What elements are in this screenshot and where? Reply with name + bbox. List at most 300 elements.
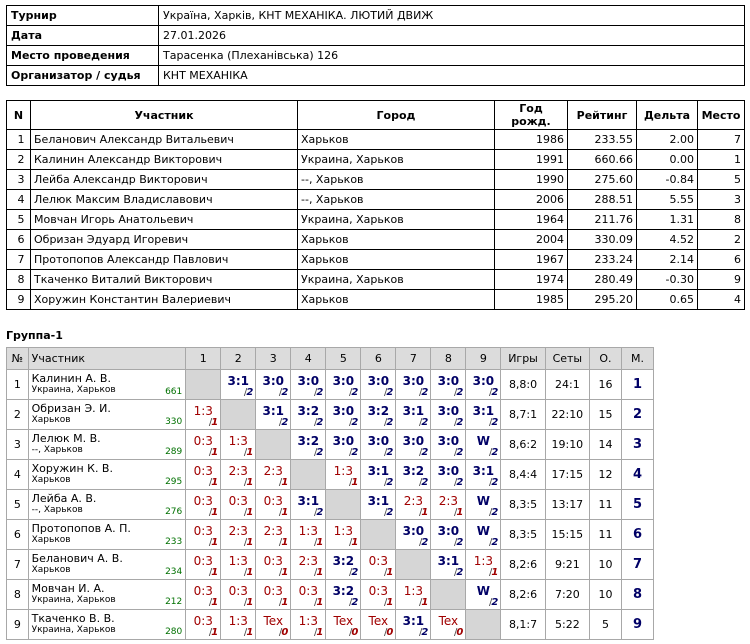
- match-cell: [396, 520, 431, 550]
- sets-stat: 7:20: [545, 580, 589, 610]
- games-stat: 8,2:6: [501, 580, 545, 610]
- score-separator: /: [418, 477, 423, 488]
- participant-cell: --, Харьков: [298, 190, 495, 210]
- match-cell: [396, 610, 431, 640]
- match-points: 1: [421, 507, 429, 518]
- place-stat: 8: [621, 580, 653, 610]
- player-cell: [28, 400, 186, 430]
- place-stat: 9: [621, 610, 653, 640]
- match-score: 3:2: [332, 584, 355, 598]
- match-points: 1: [211, 567, 219, 578]
- match-points: 0: [351, 627, 359, 638]
- points-stat: 10: [589, 580, 621, 610]
- score-separator: /: [418, 447, 423, 458]
- match-score: 3:1: [262, 404, 285, 418]
- score-separator: /: [278, 627, 283, 638]
- score-separator: /: [454, 507, 458, 518]
- match-cell: [221, 430, 256, 460]
- table-row: [7, 490, 654, 520]
- player-city: Харьков: [31, 565, 71, 575]
- match-score: 3:0: [262, 374, 285, 388]
- match-cell: [256, 460, 291, 490]
- diagonal-cell: [291, 460, 326, 490]
- match-score: 1:3: [298, 524, 318, 538]
- score-separator: /: [418, 507, 423, 518]
- match-score: 3:0: [332, 374, 355, 388]
- score-separator: /: [278, 567, 283, 578]
- match-score: 0:3: [298, 584, 318, 598]
- participant-cell: Беланович Александр Витальевич: [31, 130, 298, 150]
- points-stat: 5: [589, 610, 621, 640]
- player-rating: 212: [165, 597, 183, 607]
- match-score: W: [476, 584, 490, 598]
- match-cell: [221, 580, 256, 610]
- match-points: 2: [456, 537, 464, 548]
- participant-cell: 280.49: [568, 270, 637, 290]
- score-separator: /: [348, 387, 353, 398]
- participant-cell: 330.09: [568, 230, 637, 250]
- participant-cell: Харьков: [298, 230, 495, 250]
- player-rating: 234: [165, 567, 183, 577]
- participants-header: Год рожд.: [495, 101, 568, 130]
- sets-stat: 13:17: [545, 490, 589, 520]
- participant-cell: 1986: [495, 130, 568, 150]
- score-separator: /: [383, 477, 388, 488]
- match-score: 1:3: [228, 434, 248, 448]
- info-value: Україна, Харків, КНТ МЕХАНІКА. ЛЮТИЙ ДВИЖ: [159, 6, 745, 26]
- score-separator: /: [313, 597, 318, 608]
- match-cell: [361, 490, 396, 520]
- diagonal-cell: [221, 400, 256, 430]
- match-points: 2: [316, 387, 324, 398]
- match-points: 2: [281, 387, 289, 398]
- match-score: 2:3: [403, 494, 423, 508]
- score-separator: /: [313, 447, 318, 458]
- participant-cell: 275.60: [568, 170, 637, 190]
- match-score: 0:3: [193, 464, 213, 478]
- points-stat: 15: [589, 400, 621, 430]
- score-separator: /: [348, 447, 353, 458]
- score-separator: /: [383, 507, 388, 518]
- match-score: 1:3: [403, 584, 423, 598]
- participant-cell: 1991: [495, 150, 568, 170]
- participant-cell: 8: [7, 270, 31, 290]
- group-header: Участник: [28, 348, 186, 370]
- match-score: 2:3: [298, 554, 318, 568]
- match-score: 1:3: [193, 404, 213, 418]
- match-points: 1: [281, 537, 289, 548]
- match-score: 0:3: [263, 554, 283, 568]
- participant-cell: Протопопов Александр Павлович: [31, 250, 298, 270]
- match-cell: [466, 580, 501, 610]
- match-points: 1: [211, 447, 219, 458]
- match-points: 1: [211, 537, 219, 548]
- row-number: 4: [7, 460, 29, 490]
- match-cell: [221, 370, 256, 400]
- match-points: 1: [211, 417, 219, 428]
- score-separator: /: [418, 387, 423, 398]
- table-row: [7, 580, 654, 610]
- match-points: 1: [456, 507, 464, 518]
- games-stat: 8,4:4: [501, 460, 545, 490]
- participant-cell: 1985: [495, 290, 568, 310]
- match-cell: [466, 460, 501, 490]
- games-stat: 8,8:0: [501, 370, 545, 400]
- match-score: 3:0: [437, 404, 460, 418]
- player-city: Украина, Харьков: [31, 385, 116, 395]
- match-score: 0:3: [193, 614, 213, 628]
- diagonal-cell: [466, 610, 501, 640]
- sets-stat: 15:15: [545, 520, 589, 550]
- score-separator: /: [243, 477, 248, 488]
- match-points: 1: [316, 597, 324, 608]
- score-separator: /: [489, 507, 493, 518]
- participant-cell: 0.65: [637, 290, 698, 310]
- match-score: 0:3: [193, 434, 213, 448]
- match-cell: [396, 370, 431, 400]
- place-stat: 3: [621, 430, 653, 460]
- place-stat: 7: [621, 550, 653, 580]
- match-points: 0: [456, 627, 464, 638]
- score-separator: /: [208, 537, 213, 548]
- match-cell: [326, 400, 361, 430]
- match-points: 2: [491, 447, 499, 458]
- games-stat: 8,7:1: [501, 400, 545, 430]
- row-number: 2: [7, 400, 29, 430]
- match-score: 2:3: [263, 464, 283, 478]
- participants-header: Дельта: [637, 101, 698, 130]
- participant-cell: 9: [698, 270, 745, 290]
- participant-cell: Калинин Александр Викторович: [31, 150, 298, 170]
- match-score: 3:2: [297, 404, 320, 418]
- group-header: 5: [326, 348, 361, 370]
- participant-cell: 1964: [495, 210, 568, 230]
- participant-cell: 1: [7, 130, 31, 150]
- participant-cell: 295.20: [568, 290, 637, 310]
- score-separator: /: [418, 537, 423, 548]
- participant-cell: 233.24: [568, 250, 637, 270]
- score-separator: /: [313, 417, 318, 428]
- player-name: Лелюк М. В.: [31, 432, 101, 445]
- participants-table: [6, 100, 745, 310]
- match-score: 3:1: [402, 404, 425, 418]
- score-separator: /: [278, 597, 283, 608]
- participant-cell: 1967: [495, 250, 568, 270]
- match-score: 0:3: [368, 554, 388, 568]
- match-score: 3:1: [472, 404, 495, 418]
- table-row: [7, 400, 654, 430]
- match-points: 2: [386, 387, 394, 398]
- match-points: 2: [491, 417, 499, 428]
- score-separator: /: [454, 417, 458, 428]
- match-cell: [466, 400, 501, 430]
- match-points: 1: [281, 507, 289, 518]
- match-cell: [396, 580, 431, 610]
- table-row: [7, 250, 745, 270]
- match-points: 2: [316, 417, 324, 428]
- score-separator: /: [243, 507, 248, 518]
- participant-cell: 0.00: [637, 150, 698, 170]
- match-cell: [431, 520, 466, 550]
- match-cell: [326, 520, 361, 550]
- score-separator: /: [278, 477, 283, 488]
- score-separator: /: [208, 447, 213, 458]
- player-rating: 330: [165, 417, 183, 427]
- match-points: 1: [211, 627, 219, 638]
- score-separator: /: [454, 627, 458, 638]
- row-number: 5: [7, 490, 29, 520]
- score-separator: /: [489, 597, 493, 608]
- participant-cell: 5: [698, 170, 745, 190]
- match-points: 1: [351, 537, 359, 548]
- match-cell: [186, 430, 221, 460]
- match-cell: [256, 490, 291, 520]
- table-row: [7, 210, 745, 230]
- match-cell: [221, 520, 256, 550]
- participants-header: Рейтинг: [568, 101, 637, 130]
- participant-cell: Хоружин Константин Валериевич: [31, 290, 298, 310]
- match-points: 1: [316, 567, 324, 578]
- table-row: [7, 610, 654, 640]
- score-separator: /: [383, 387, 388, 398]
- table-row: [7, 290, 745, 310]
- score-separator: /: [243, 567, 248, 578]
- place-stat: 6: [621, 520, 653, 550]
- match-cell: [361, 460, 396, 490]
- score-separator: /: [348, 627, 353, 638]
- match-cell: [396, 460, 431, 490]
- match-score: 3:0: [437, 464, 460, 478]
- match-score: 3:1: [367, 494, 390, 508]
- player-name: Обризан Э. И.: [31, 402, 111, 415]
- match-points: 2: [281, 417, 289, 428]
- match-cell: [466, 370, 501, 400]
- score-separator: /: [313, 507, 318, 518]
- match-cell: [361, 580, 396, 610]
- match-points: 2: [421, 537, 429, 548]
- match-score: 1:3: [333, 464, 353, 478]
- match-points: 1: [246, 597, 254, 608]
- player-cell: [28, 610, 186, 640]
- points-stat: 11: [589, 490, 621, 520]
- participant-cell: Харьков: [298, 130, 495, 150]
- group-header: 1: [186, 348, 221, 370]
- match-score: W: [476, 434, 490, 448]
- info-row: [7, 66, 745, 86]
- match-cell: [466, 550, 501, 580]
- score-separator: /: [278, 537, 283, 548]
- place-stat: 2: [621, 400, 653, 430]
- participant-cell: 5: [7, 210, 31, 230]
- score-separator: /: [348, 567, 353, 578]
- match-points: 1: [421, 597, 429, 608]
- info-value: 27.01.2026: [159, 26, 745, 46]
- match-cell: [326, 550, 361, 580]
- score-separator: /: [278, 387, 283, 398]
- match-points: 2: [421, 417, 429, 428]
- table-row: [7, 230, 745, 250]
- sets-stat: 22:10: [545, 400, 589, 430]
- match-cell: [326, 580, 361, 610]
- match-points: 2: [456, 417, 464, 428]
- match-cell: [291, 370, 326, 400]
- row-number: 3: [7, 430, 29, 460]
- participants-header: Город: [298, 101, 495, 130]
- match-cell: [326, 430, 361, 460]
- match-cell: [221, 610, 256, 640]
- match-cell: [221, 460, 256, 490]
- table-row: [7, 270, 745, 290]
- participant-cell: 211.76: [568, 210, 637, 230]
- player-city: Украина, Харьков: [31, 625, 116, 635]
- match-points: 1: [246, 507, 254, 518]
- score-separator: /: [418, 627, 423, 638]
- points-stat: 14: [589, 430, 621, 460]
- match-score: 3:0: [437, 434, 460, 448]
- match-points: 1: [386, 567, 394, 578]
- match-cell: [431, 400, 466, 430]
- match-cell: [256, 520, 291, 550]
- match-cell: [256, 550, 291, 580]
- table-row: [7, 190, 745, 210]
- score-separator: /: [489, 447, 493, 458]
- match-score: 3:0: [402, 374, 425, 388]
- info-label: Место проведения: [7, 46, 159, 66]
- score-separator: /: [313, 567, 318, 578]
- score-separator: /: [348, 597, 353, 608]
- match-points: 1: [211, 477, 219, 488]
- match-cell: [186, 580, 221, 610]
- participants-header: N: [7, 101, 31, 130]
- group-header: Игры: [501, 348, 545, 370]
- player-rating: 295: [165, 477, 183, 487]
- participant-cell: -0.30: [637, 270, 698, 290]
- player-cell: [28, 490, 186, 520]
- player-name: Лейба А. В.: [31, 492, 97, 505]
- match-points: 2: [491, 597, 499, 608]
- player-name: Хоружин К. В.: [31, 462, 113, 475]
- participant-cell: 5.55: [637, 190, 698, 210]
- match-points: 2: [386, 447, 394, 458]
- match-cell: [431, 370, 466, 400]
- row-number: 1: [7, 370, 29, 400]
- diagonal-cell: [361, 520, 396, 550]
- sets-stat: 5:22: [545, 610, 589, 640]
- match-cell: [186, 610, 221, 640]
- participants-header: Участник: [31, 101, 298, 130]
- match-cell: [361, 400, 396, 430]
- player-cell: [28, 550, 186, 580]
- sets-stat: 19:10: [545, 430, 589, 460]
- participant-cell: 2: [7, 150, 31, 170]
- sets-stat: 24:1: [545, 370, 589, 400]
- match-cell: [186, 550, 221, 580]
- match-cell: [431, 490, 466, 520]
- match-cell: [221, 550, 256, 580]
- player-rating: 233: [165, 537, 183, 547]
- match-score: 3:1: [437, 554, 460, 568]
- place-stat: 4: [621, 460, 653, 490]
- score-separator: /: [418, 417, 423, 428]
- score-separator: /: [208, 597, 213, 608]
- match-score: 2:3: [228, 524, 248, 538]
- match-score: 0:3: [228, 584, 248, 598]
- match-cell: [326, 460, 361, 490]
- games-stat: 8,3:5: [501, 520, 545, 550]
- participant-cell: 2.14: [637, 250, 698, 270]
- match-points: 2: [351, 387, 359, 398]
- match-cell: [396, 490, 431, 520]
- match-points: 2: [351, 567, 359, 578]
- match-score: 3:1: [297, 494, 320, 508]
- participant-cell: 4: [7, 190, 31, 210]
- participant-cell: 1.31: [637, 210, 698, 230]
- match-points: 2: [491, 537, 499, 548]
- match-score: 3:2: [367, 404, 390, 418]
- score-separator: /: [454, 537, 458, 548]
- match-points: 1: [281, 597, 289, 608]
- match-points: 1: [316, 537, 324, 548]
- match-score: 3:0: [437, 524, 460, 538]
- participant-cell: Украина, Харьков: [298, 270, 495, 290]
- match-score: W: [476, 494, 490, 508]
- match-score: 1:3: [228, 614, 248, 628]
- player-rating: 289: [165, 447, 183, 457]
- match-points: 2: [456, 447, 464, 458]
- group-results-grid: [6, 347, 654, 640]
- score-separator: /: [243, 387, 248, 398]
- match-score: 3:0: [402, 434, 425, 448]
- match-score: 3:2: [402, 464, 425, 478]
- match-points: 1: [246, 537, 254, 548]
- match-points: 2: [491, 387, 499, 398]
- points-stat: 10: [589, 550, 621, 580]
- group-header: 2: [221, 348, 256, 370]
- score-separator: /: [383, 567, 388, 578]
- participant-cell: Украина, Харьков: [298, 210, 495, 230]
- table-row: [7, 170, 745, 190]
- info-row: [7, 6, 745, 26]
- score-separator: /: [454, 477, 458, 488]
- score-separator: /: [278, 417, 283, 428]
- player-cell: [28, 520, 186, 550]
- points-stat: 16: [589, 370, 621, 400]
- info-row: [7, 26, 745, 46]
- participant-cell: 7: [7, 250, 31, 270]
- score-separator: /: [383, 417, 388, 428]
- match-points: 1: [386, 597, 394, 608]
- info-row: [7, 46, 745, 66]
- match-score: 0:3: [368, 584, 388, 598]
- match-points: 1: [246, 477, 254, 488]
- match-cell: [396, 430, 431, 460]
- match-cell: [256, 400, 291, 430]
- match-points: 1: [246, 567, 254, 578]
- match-points: 1: [316, 627, 324, 638]
- group-header: 7: [396, 348, 431, 370]
- participant-cell: 3: [698, 190, 745, 210]
- match-points: 2: [386, 417, 394, 428]
- match-cell: [186, 490, 221, 520]
- match-cell: [256, 610, 291, 640]
- score-separator: /: [313, 627, 318, 638]
- games-stat: 8,2:6: [501, 550, 545, 580]
- match-points: 1: [211, 507, 219, 518]
- player-cell: [28, 370, 186, 400]
- match-score: 1:3: [298, 614, 318, 628]
- participant-cell: 1990: [495, 170, 568, 190]
- match-points: 0: [281, 627, 289, 638]
